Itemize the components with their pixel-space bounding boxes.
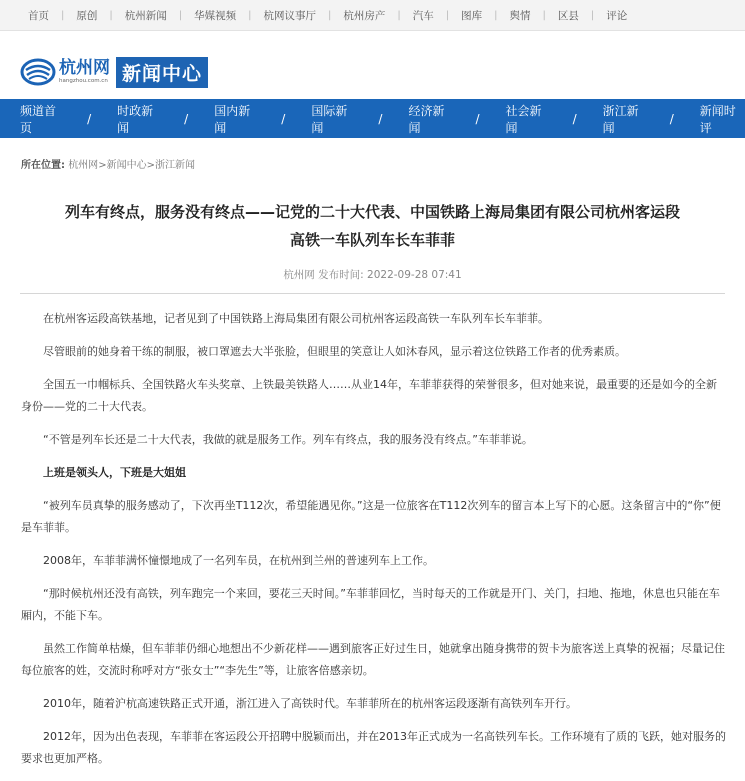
article-title-line: 高铁一车队列车长车菲菲 (289, 231, 455, 249)
title-divider (20, 293, 725, 294)
main-nav-divider: / (184, 111, 189, 126)
main-nav-item (408, 102, 505, 136)
top-link-item (510, 8, 558, 23)
main-nav-link[interactable]: 频道首页 (20, 103, 57, 135)
main-nav-link[interactable]: 经济新闻 (408, 103, 445, 135)
main-nav-item (603, 102, 700, 136)
top-link[interactable]: 评论 (606, 10, 628, 22)
main-nav-divider: / (87, 111, 92, 126)
breadcrumb-separator: > (98, 160, 107, 171)
top-link-item (461, 8, 509, 23)
main-nav-divider: / (669, 111, 674, 126)
hangzhou-net-logo-icon (20, 57, 56, 87)
site-logo[interactable] (20, 52, 230, 92)
top-link-item (76, 8, 124, 23)
main-nav-link[interactable]: 国际新闻 (311, 103, 348, 135)
top-link-divider: | (328, 10, 332, 21)
top-link-divider: | (494, 10, 498, 21)
article-meta (20, 267, 725, 282)
main-nav-link[interactable]: 新闻时评 (699, 103, 736, 135)
main-nav-item (311, 102, 408, 136)
breadcrumb-label: 所在位置: (21, 160, 65, 171)
logo-domain: hangzhou.com.cn (59, 78, 108, 84)
top-link-divider: | (397, 10, 401, 21)
article-title (20, 198, 725, 254)
top-link[interactable]: 杭州房产 (343, 10, 386, 22)
main-nav-item (506, 102, 603, 136)
main-nav (0, 99, 745, 138)
top-link-divider: | (590, 10, 595, 21)
top-link[interactable]: 舆情 (509, 10, 531, 22)
article-body (21, 308, 727, 781)
section-subheading: 上班是领头人，下班是大姐姐 (43, 466, 186, 479)
main-nav-link[interactable]: 浙江新闻 (602, 103, 639, 135)
article-paragraph: 全国五一巾帼标兵、全国铁路火车头奖章、上铁最美铁路人……从业14年，车菲菲获得的荣誉很多，但对她来说，最重要的还是如今的全新身份——党的二十大代表。 (21, 378, 717, 413)
top-link-divider: | (445, 10, 450, 21)
top-link[interactable]: 图库 (461, 10, 483, 22)
main-nav-divider: / (378, 111, 383, 126)
header (0, 31, 745, 99)
breadcrumb-items (68, 160, 195, 171)
main-nav-item (700, 102, 745, 136)
main-nav-divider: / (281, 111, 286, 126)
top-link-list (28, 0, 627, 31)
top-link[interactable]: 原创 (76, 10, 98, 22)
top-link-bar (0, 0, 745, 31)
main-nav-link[interactable]: 社会新闻 (505, 103, 542, 135)
top-link-divider: | (61, 10, 65, 21)
top-link-divider: | (109, 10, 113, 21)
article-paragraph: 虽然工作简单枯燥，但车菲菲仍细心地想出不少新花样——遇到旅客正好过生日，她就拿出随身携带的贺卡为旅客送上真挚的祝福；尽量记住每位旅客的姓，交流时称呼对方“张女士”“李先生”等，让旅客倍感亲切。 (21, 642, 725, 677)
main-nav-item (214, 102, 311, 136)
top-link-item (343, 8, 412, 23)
top-link-divider: | (542, 10, 546, 21)
logo-name: 杭州网 (59, 58, 110, 78)
published-time: 2022-09-28 07:41 (367, 269, 462, 281)
main-nav-item (117, 102, 214, 136)
main-nav-list (0, 99, 745, 138)
top-link[interactable]: 杭网议事厅 (263, 10, 316, 22)
breadcrumb-link[interactable]: 新闻中心 (106, 160, 147, 171)
top-link[interactable]: 首页 (28, 10, 49, 22)
article-paragraph: 在杭州客运段高铁基地，记者见到了中国铁路上海局集团有限公司杭州客运段高铁一车队列车长车菲菲。 (43, 312, 549, 325)
logo-text (59, 59, 110, 85)
breadcrumb (21, 156, 195, 171)
top-link-item (558, 8, 606, 23)
published-label: 发布时间: (318, 269, 364, 281)
top-link-item (606, 8, 627, 23)
top-link[interactable]: 汽车 (412, 10, 434, 22)
top-link[interactable]: 区县 (557, 10, 579, 22)
main-nav-item (20, 102, 117, 136)
top-link-divider: | (178, 10, 183, 21)
article-paragraph: 2010年，随着沪杭高速铁路正式开通，浙江进入了高铁时代。车菲菲所在的杭州客运段逐渐有高铁列车开行。 (43, 697, 577, 710)
section-badge: 新闻中心 (116, 57, 208, 88)
top-link-item (194, 8, 263, 23)
article-paragraph: “不管是列车长还是二十大代表，我做的就是服务工作。列车有终点，我的服务没有终点。”车菲菲说。 (43, 433, 533, 446)
breadcrumb-link[interactable]: 浙江新闻 (154, 160, 195, 171)
main-nav-divider: / (475, 111, 480, 126)
main-nav-divider: / (572, 111, 577, 126)
top-link[interactable]: 华媒视频 (194, 10, 237, 22)
top-link-item (264, 8, 344, 23)
main-nav-link[interactable]: 国内新闻 (214, 103, 251, 135)
top-link-item (413, 8, 461, 23)
article-paragraph: “被列车员真挚的服务感动了，下次再坐T112次，希望能遇见你。”这是一位旅客在T112次列车的留言本上写下的心愿。这条留言中的“你”便是车菲菲。 (21, 499, 721, 534)
article-paragraph: 尽管眼前的她身着干练的制服，被口罩遮去大半张脸，但眼里的笑意让人如沐春风，显示着这位铁路工作者的优秀素质。 (43, 345, 626, 358)
article-paragraph: 2008年，车菲菲满怀憧憬地成了一名列车员，在杭州到兰州的普速列车上工作。 (43, 554, 434, 567)
main-nav-link[interactable]: 时政新闻 (117, 103, 154, 135)
top-link-item (28, 8, 76, 23)
article-title-line: 列车有终点，服务没有终点——记党的二十大代表、中国铁路上海局集团有限公司杭州客运段 (64, 203, 680, 221)
top-link-divider: | (248, 10, 252, 21)
article-source: 杭州网 (283, 269, 315, 281)
breadcrumb-link[interactable]: 杭州网 (68, 160, 99, 171)
article-paragraph: “那时候杭州还没有高铁，列车跑完一个来回，要花三天时间。”车菲菲回忆，当时每天的工作就是开门、关门，扫地、拖地，休息也只能在车厢内，不能下车。 (21, 587, 720, 622)
top-link-item (125, 8, 194, 23)
article-paragraph: 2012年，因为出色表现，车菲菲在客运段公开招聘中脱颖而出，并在2013年正式成为一名高铁列车长。工作环境有了质的飞跃，她对服务的要求也更加严格。 (21, 730, 726, 765)
top-link[interactable]: 杭州新闻 (124, 10, 167, 22)
breadcrumb-separator: > (146, 160, 155, 171)
